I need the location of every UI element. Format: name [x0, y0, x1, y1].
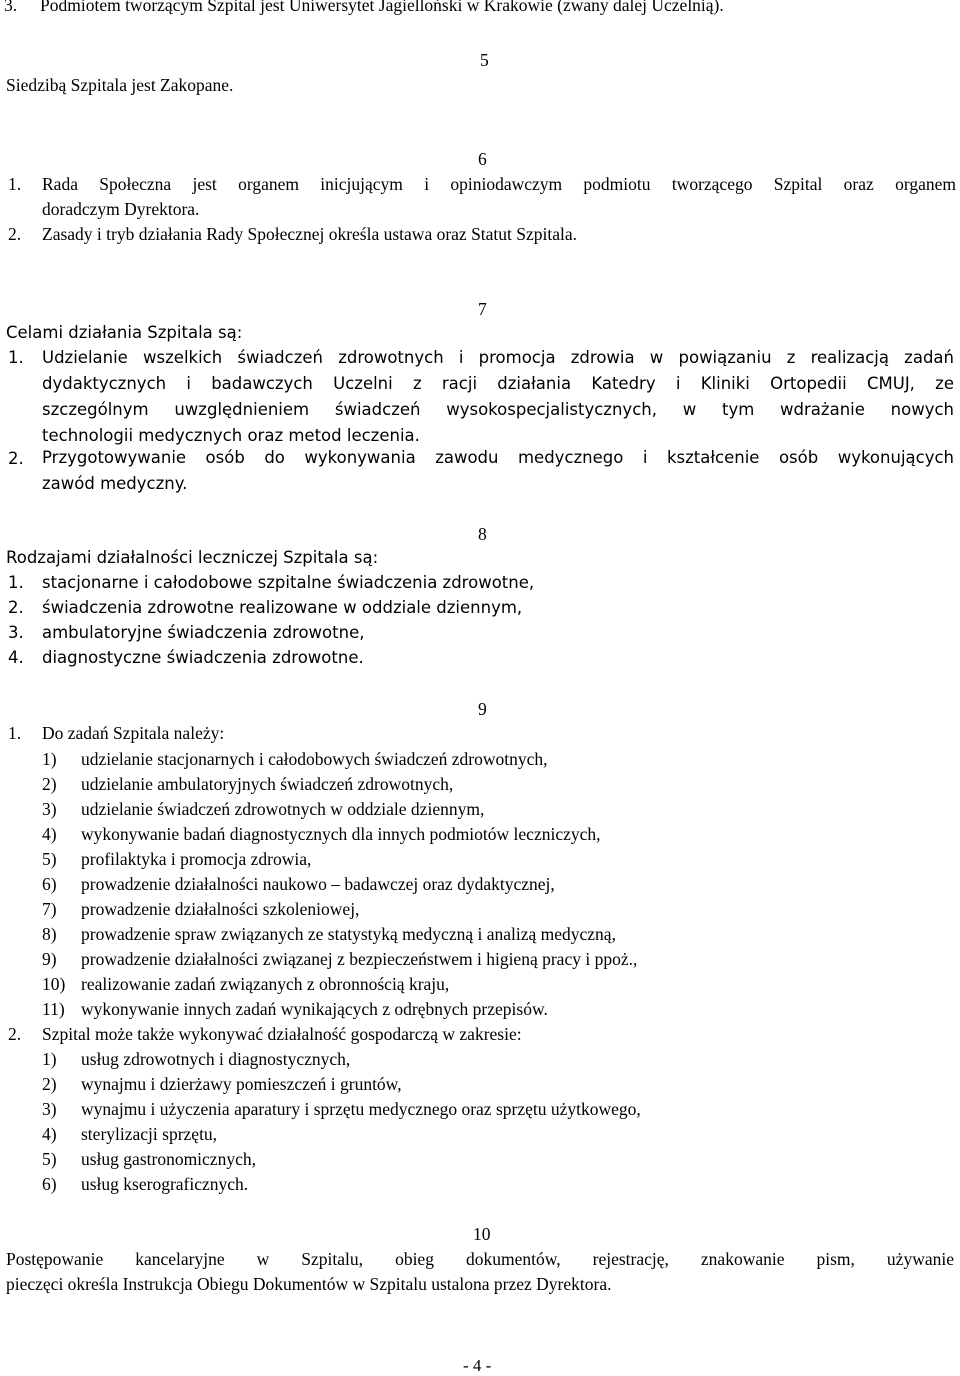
task-text: wykonywanie innych zadań wynikających z odrębnych przepisów.	[81, 999, 548, 1019]
task-text: realizowanie zadań związanych z obronnością kraju,	[81, 974, 450, 994]
list-item-text: diagnostyczne świadczenia zdrowotne.	[42, 648, 364, 667]
business-text: sterylizacji sprzętu,	[81, 1124, 218, 1144]
paragraph-intro: Rodzajami działalności leczniczej Szpitala są:	[6, 548, 379, 567]
item-number: 2.	[8, 224, 22, 244]
task-number: 4)	[42, 824, 57, 844]
task-text: udzielanie świadczeń zdrowotnych w oddziale dziennym,	[81, 799, 485, 819]
list-item-text: Zasady i tryb działania Rady Społecznej określa ustawa oraz Statut Szpitala.	[42, 224, 578, 244]
list-item-text: stacjonarne i całodobowe szpitalne świadczenia zdrowotne,	[42, 573, 535, 592]
list-item-text: Przygotowywanie osób do wykonywania zawodu medycznego i kształcenie osób wykonujących zawód medyczny.	[42, 448, 954, 493]
paragraph-text: Siedzibą Szpitala jest Zakopane.	[6, 75, 234, 95]
task-number: 2)	[42, 774, 57, 794]
business-text: wynajmu i użyczenia aparatury i sprzętu medycznego oraz sprzętu użytkowego,	[81, 1099, 641, 1119]
task-text: profilaktyka i promocja zdrowia,	[81, 849, 312, 869]
page-number: - 4 -	[463, 1356, 492, 1375]
task-text: wykonywanie badań diagnostycznych dla innych podmiotów leczniczych,	[81, 824, 601, 844]
item-number: 1.	[8, 174, 22, 194]
item-number: 2.	[8, 598, 24, 617]
task-number: 7)	[42, 899, 57, 919]
item-number: 2.	[8, 449, 24, 468]
task-text: prowadzenie działalności naukowo – badawczej oraz dydaktycznej,	[81, 874, 555, 894]
business-text: usług kserograficznych.	[81, 1174, 249, 1194]
task-number: 1)	[42, 749, 57, 769]
business-number: 1)	[42, 1049, 57, 1069]
section-number: 10	[473, 1224, 491, 1244]
business-text: usług gastronomicznych,	[81, 1149, 256, 1169]
list-item-text: doradczym Dyrektora.	[42, 199, 200, 219]
item-number: 4.	[8, 648, 24, 667]
business-number: 5)	[42, 1149, 57, 1169]
task-number: 10)	[42, 974, 66, 994]
task-text: prowadzenie działalności związanej z bezpieczeństwem i higieną pracy i ppoż.,	[81, 949, 638, 969]
task-number: 11)	[42, 999, 65, 1019]
paragraph-text: pieczęci określa Instrukcja Obiegu Dokumentów w Szpitalu ustalona przez Dyrektora.	[6, 1274, 612, 1294]
list-item-text: świadczenia zdrowotne realizowane w oddziale dziennym,	[42, 598, 523, 617]
section-number: 9	[478, 699, 487, 719]
task-text: prowadzenie działalności szkoleniowej,	[81, 899, 360, 919]
business-number: 3)	[42, 1099, 57, 1119]
task-number: 5)	[42, 849, 57, 869]
task-text: udzielanie stacjonarnych i całodobowych świadczeń zdrowotnych,	[81, 749, 548, 769]
list-item-text: Do zadań Szpitala należy:	[42, 723, 225, 743]
business-number: 2)	[42, 1074, 57, 1094]
task-number: 6)	[42, 874, 57, 894]
task-text: prowadzenie spraw związanych ze statystyką medyczną i analizą medyczną,	[81, 924, 616, 944]
business-text: wynajmu i dzierżawy pomieszczeń i gruntów,	[81, 1074, 402, 1094]
task-number: 3)	[42, 799, 57, 819]
task-number: 8)	[42, 924, 57, 944]
section-number: 5	[480, 50, 489, 70]
list-item-text: Szpital może także wykonywać działalność gospodarczą w zakresie:	[42, 1024, 522, 1044]
item-number: 1.	[8, 723, 22, 743]
list-item-text: Podmiotem tworzącym Szpital jest Uniwersytet Jagielloński w Krakowie (zwany dalej Uczelnią).	[40, 0, 724, 15]
paragraph-text: Postępowanie kancelaryjne w Szpitalu, obieg dokumentów, rejestrację, znakowanie pism, używanie	[6, 1249, 954, 1269]
item-number: 1.	[8, 348, 24, 367]
section-number: 8	[478, 524, 487, 544]
item-number: 2.	[8, 1024, 22, 1044]
list-item-text: Udzielanie wszelkich świadczeń zdrowotnych i promocja zdrowia w powiązaniu z realizacją zadań dydaktycznych i badawczych Uczelni z racji działania Katedry i Kliniki Ortopedii CMUJ, ze szczególnym uwzględnieniem świadczeń wysokospecjalistycznych, w tym wdrażanie nowych technologii medycznych oraz metod leczenia.	[42, 348, 954, 445]
business-number: 6)	[42, 1174, 57, 1194]
paragraph-intro: Celami działania Szpitala są:	[6, 323, 243, 342]
section-number: 6	[478, 149, 487, 169]
list-item-text: Rada Społeczna jest organem inicjującym i opiniodawczym podmiotu tworzącego Szpital oraz organem	[42, 174, 956, 194]
section-number: 7	[478, 299, 487, 319]
item-number: 3.	[8, 623, 24, 642]
business-number: 4)	[42, 1124, 57, 1144]
item-number: 3.	[4, 0, 18, 15]
item-number: 1.	[8, 573, 24, 592]
task-text: udzielanie ambulatoryjnych świadczeń zdrowotnych,	[81, 774, 454, 794]
list-item-text: ambulatoryjne świadczenia zdrowotne,	[42, 623, 365, 642]
task-number: 9)	[42, 949, 57, 969]
business-text: usług zdrowotnych i diagnostycznych,	[81, 1049, 351, 1069]
